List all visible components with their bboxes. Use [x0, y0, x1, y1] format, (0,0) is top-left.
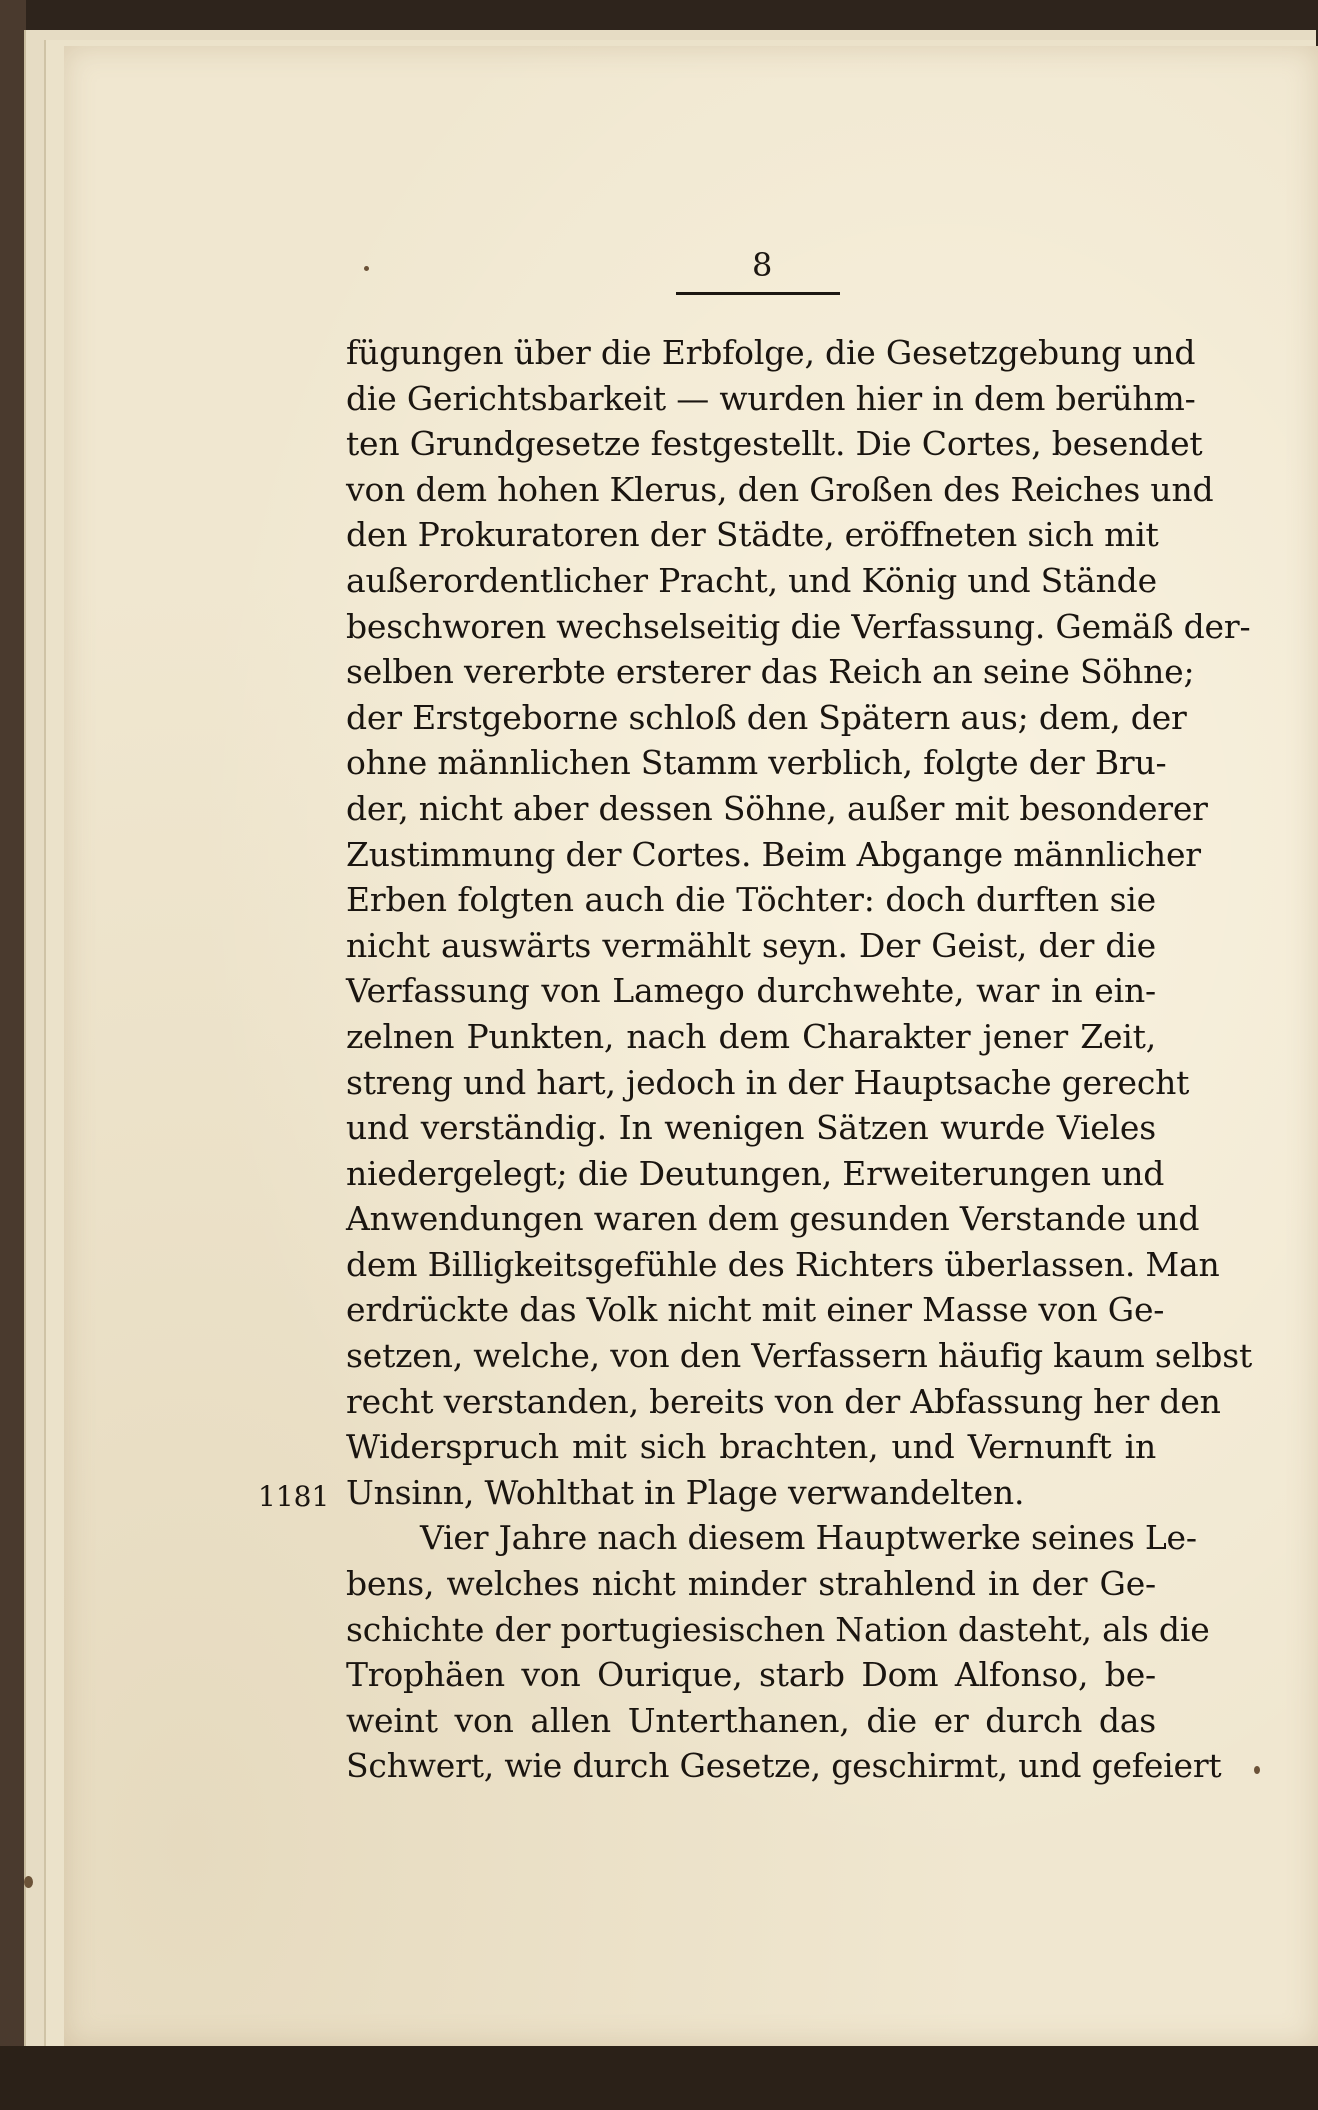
text-line: die Gerichtsbarkeit — wurden hier in dem berühm- — [346, 378, 1196, 418]
text-line: von dem hohen Klerus, den Großen des Reiches und — [346, 469, 1214, 509]
text-line: Zustimmung der Cortes. Beim Abgange männlicher — [346, 834, 1201, 874]
text-line: beschworen wechselseitig die Verfassung. Gemäß der- — [346, 606, 1251, 646]
text-line: Verfassung von Lamego durchwehte, war in ein- — [346, 971, 1156, 1011]
margin-year-note: 1181 — [258, 1480, 330, 1513]
page-number-rule — [676, 292, 840, 295]
text-line: weint von allen Unterthanen, die er durch das — [346, 1700, 1156, 1740]
text-line: erdrückte das Volk nicht mit einer Masse von Ge- — [346, 1290, 1165, 1330]
text-line: selben vererbte ersterer das Reich an seine Söhne; — [346, 652, 1195, 692]
text-line: der, nicht aber dessen Söhne, außer mit besonderer — [346, 788, 1208, 828]
text-line: Anwendungen waren dem gesunden Verstande und — [346, 1199, 1200, 1239]
text-line: der Erstgeborne schloß den Spätern aus; dem, der — [346, 697, 1187, 737]
text-line: bens, welches nicht minder strahlend in der Ge- — [346, 1564, 1156, 1604]
text-line: Trophäen von Ourique, starb Dom Alfonso, be- — [346, 1655, 1156, 1695]
text-line: den Prokuratoren der Städte, eröffneten sich mit — [346, 515, 1159, 555]
text-line: ohne männlichen Stamm verblich, folgte der Bru- — [346, 743, 1167, 783]
text-line: Erben folgten auch die Töchter: doch durften sie — [346, 880, 1156, 920]
text-line: außerordentlicher Pracht, und König und Stände — [346, 560, 1157, 600]
body-text — [346, 330, 1253, 1789]
text-line: schichte der portugiesischen Nation dasteht, als die — [346, 1609, 1210, 1649]
text-line: setzen, welche, von den Verfassern häufig kaum selbst — [346, 1336, 1253, 1376]
text-line: Vier Jahre nach diesem Hauptwerke seines Le- — [420, 1518, 1197, 1558]
book-binding — [0, 0, 26, 2110]
text-line: Unsinn, Wohlthat in Plage verwandelten. — [346, 1472, 1025, 1512]
text-line: dem Billigkeitsgefühle des Richters überlassen. Man — [346, 1244, 1220, 1284]
text-line: zelnen Punkten, nach dem Charakter jener Zeit, — [346, 1016, 1156, 1056]
page-number: 8 — [752, 246, 773, 284]
text-line: fügungen über die Erbfolge, die Gesetzgebung und — [346, 333, 1196, 372]
text-line: streng und hart, jedoch in der Hauptsache gerecht — [346, 1062, 1190, 1102]
text-line: Schwert, wie durch Gesetze, geschirmt, und gefeiert — [346, 1746, 1222, 1786]
scan-bottom-edge — [0, 2046, 1318, 2110]
text-line: nicht auswärts vermählt seyn. Der Geist, der die — [346, 925, 1156, 965]
text-line: Widerspruch mit sich brachten, und Vernunft in — [346, 1427, 1156, 1467]
text-line: ten Grundgesetze festgestellt. Die Cortes, besendet — [346, 424, 1203, 464]
text-line: und verständig. In wenigen Sätzen wurde Vieles — [346, 1108, 1156, 1148]
text-line: niedergelegt; die Deutungen, Erweiterungen und — [346, 1153, 1165, 1193]
text-line: recht verstanden, bereits von der Abfassung her den — [346, 1381, 1221, 1421]
